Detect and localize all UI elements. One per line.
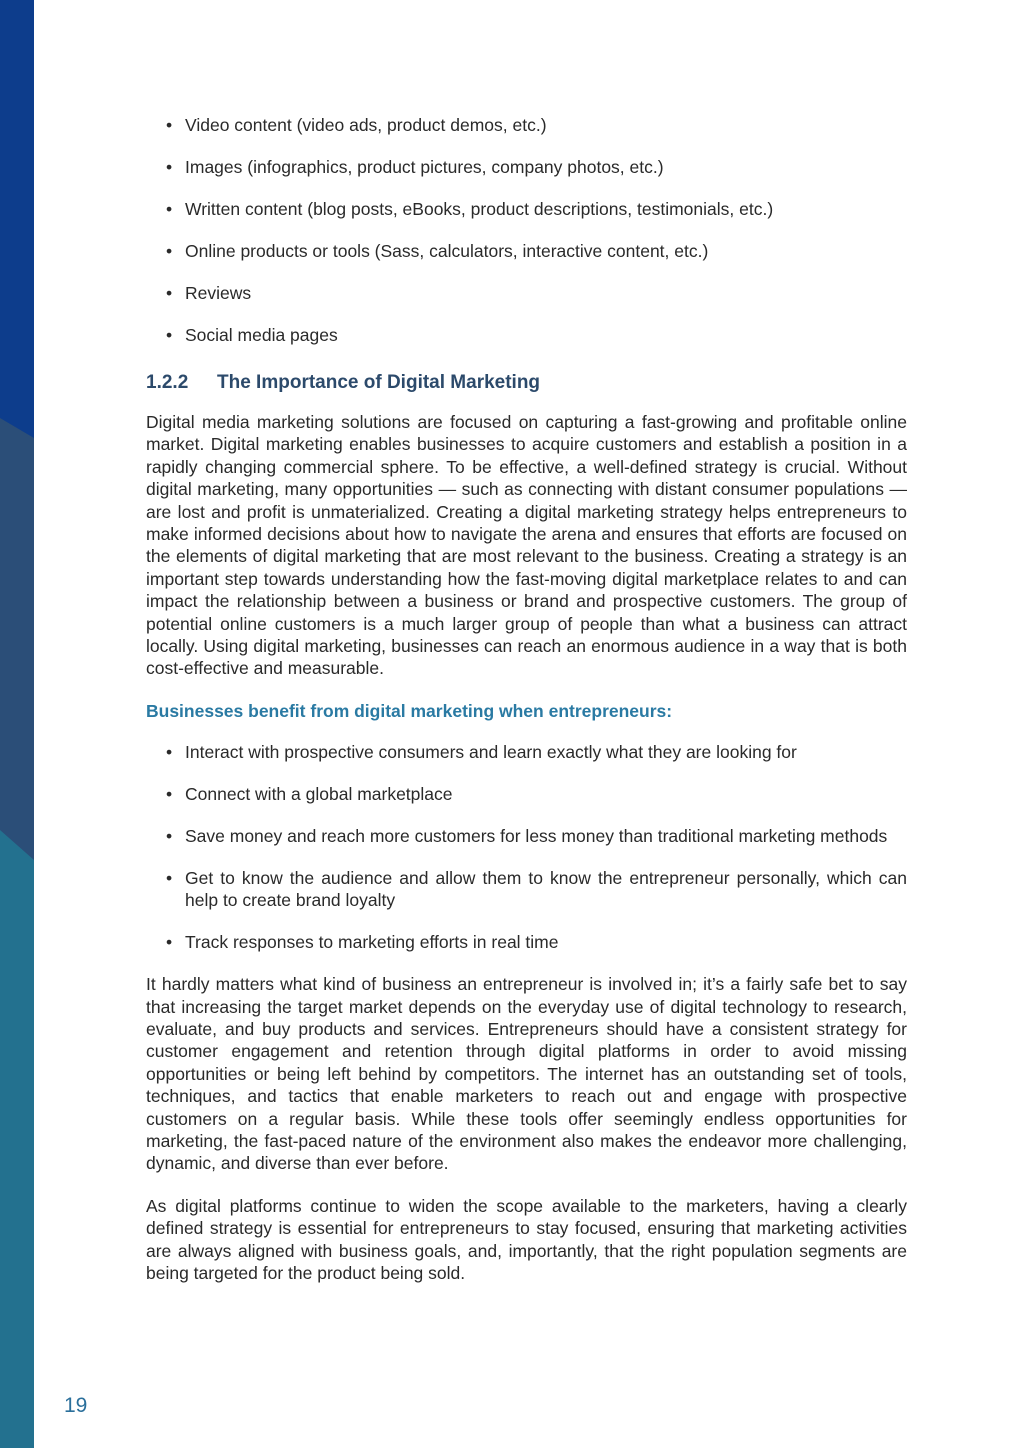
benefits-bullet-list	[146, 741, 907, 953]
list-item: • Track responses to marketing efforts in real time	[166, 932, 559, 953]
list-item: • Online products or tools (Sass, calculators, interactive content, etc.)	[166, 240, 709, 261]
bullet-icon: •	[166, 115, 173, 135]
body-paragraph-2: It hardly matters what kind of business an entrepreneur is involved in; it’s a fairly safe bet to say that increasing the target market depends on the everyday use of digital technology to research, evaluate, and buy products and services. Entrepreneurs should have a consistent strategy for customer engagement and retention through digital platforms in order to avoid missing opportunities or being left behind by competitors. The internet has an outstanding set of tools, techniques, and tactics that enable marketers to reach out and engage with prospective customers on a regular basis. While these tools offer seemingly endless opportunities for marketing, the fast-paced nature of the environment also makes the endeavor more challenging, dynamic, and diverse than ever before.	[146, 974, 907, 1174]
bullet-icon: •	[166, 867, 173, 888]
decorative-side-band	[0, 0, 34, 1448]
section-number: 1.2.2	[146, 371, 189, 393]
page-number: 19	[64, 1394, 88, 1417]
bullet-icon: •	[166, 826, 173, 847]
body-paragraph-3: As digital platforms continue to widen the scope available to the marketers, having a clearly defined strategy is essential for entrepreneurs to stay focused, ensuring that marketing activities are always aligned with business goals, and, importantly, that the right population segments are being targeted for the product being sold.	[146, 1195, 907, 1284]
body-paragraph-1: Digital media marketing solutions are focused on capturing a fast-growing and profitable online market. Digital marketing enables businesses to acquire customers and establish a position in a rapidly changing commercial sphere. To be effective, a well-defined strategy is crucial. Without digital marketing, many opportunities — such as connecting with distant consumer populations — are lost and profit is unmaterialized. Creating a digital marketing strategy helps entrepreneurs to make informed decisions about how to navigate the arena and ensures that efforts are focused on the elements of digital marketing that are most relevant to the business. Creating a strategy is an important step towards understanding how the fast-moving digital marketplace relates to and can impact the relationship between a business or brand and prospective customers. The group of potential online customers is a much larger group of people than what a business can attract locally. Using digital marketing, businesses can reach an enormous audience in a way that is both cost-effective and measurable.	[146, 411, 907, 679]
bullet-icon: •	[166, 742, 173, 763]
list-item: • Interact with prospective consumers and learn exactly what they are looking for	[166, 742, 797, 763]
bullet-icon: •	[166, 198, 173, 219]
list-item: • Reviews	[166, 282, 252, 303]
bullet-icon: •	[166, 932, 173, 953]
list-item: • Images (infographics, product pictures, company photos, etc.)	[166, 156, 664, 177]
top-bullet-list	[146, 114, 907, 346]
side-band-top	[0, 0, 34, 438]
benefits-heading: Businesses benefit from digital marketing when entrepreneurs:	[146, 700, 673, 721]
bullet-icon: •	[166, 282, 173, 303]
list-item: • Social media pages	[166, 324, 338, 345]
bullet-icon: •	[166, 240, 173, 261]
bullet-icon: •	[166, 156, 173, 177]
section-title: The Importance of Digital Marketing	[217, 371, 541, 393]
list-item: • Get to know the audience and allow them to know the entrepreneur personally, which can help to create brand loyalty	[166, 867, 907, 911]
section-heading	[146, 372, 907, 394]
page-content	[146, 114, 907, 1304]
bullet-icon: •	[166, 784, 173, 805]
list-item: • Video content (video ads, product demos, etc.)	[166, 115, 547, 135]
list-item: • Save money and reach more customers for less money than traditional marketing methods	[166, 826, 888, 847]
list-item: • Written content (blog posts, eBooks, product descriptions, testimonials, etc.)	[166, 198, 774, 219]
bullet-icon: •	[166, 324, 173, 345]
list-item: • Connect with a global marketplace	[166, 784, 453, 805]
